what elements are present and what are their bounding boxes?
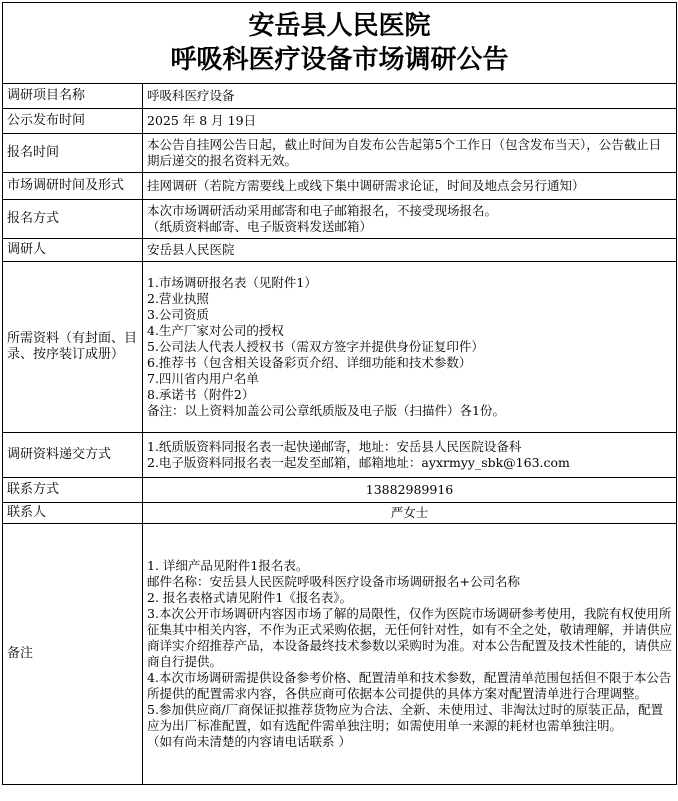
row-required-docs [3,262,677,433]
signup-method-line-2: （纸质资料邮寄、电子版资料发送邮箱） [147,219,373,234]
signup-method-line-1: 本次市场调研活动采用邮寄和电子邮箱报名，不接受现场报名。 [147,203,498,218]
title-row [3,3,677,84]
value-signup-method [143,200,677,239]
value-signup-time: 本公告自挂网公告日起，截止时间为自发布公告起第5个工作日（包含发布当天），公告截止日期后递交的报名资料无效。 [143,134,677,173]
row-signup-method [3,200,677,239]
doc-note: 备注：以上资料加盖公司公章纸质版及电子版（扫描件）各1份。 [147,403,505,418]
label-survey-format: 市场调研时间及形式 [3,173,143,200]
value-required-docs [143,262,677,433]
doc-item: 3.公司资质 [147,307,209,322]
label-notes: 备注 [3,524,143,785]
announcement-sheet [2,2,676,785]
value-delivery [143,433,677,478]
row-publish-time [3,109,677,134]
value-publish-time: 2025 年 8 月 19日 [143,109,677,134]
doc-item: 2.营业执照 [147,291,209,306]
delivery-line-1: 1.纸质版资料同报名表一起快递邮寄，地址：安岳县人民医院设备科 [147,439,522,454]
delivery-line-2: 2.电子版资料同报名表一起发至邮箱，邮箱地址：ayxrmyy_sbk@163.com [147,455,570,470]
row-project-name [3,84,677,109]
doc-item: 5.公司法人代表人授权书（需双方签字并提供身份证复印件） [147,339,484,354]
doc-item: 7.四川省内用户名单 [147,371,259,386]
label-signup-method: 报名方式 [3,200,143,239]
label-publish-time: 公示发布时间 [3,109,143,134]
label-delivery: 调研资料递交方式 [3,433,143,478]
note-line: 1. 详细产品见附件1报名表。 [147,558,309,573]
row-contact [3,478,677,503]
row-researcher [3,239,677,262]
value-project-name: 呼吸科医疗设备 [143,84,677,109]
label-researcher: 调研人 [3,239,143,262]
doc-item: 1.市场调研报名表（见附件1） [147,275,317,290]
row-notes [3,524,677,785]
value-contact-person: 严女士 [143,503,677,524]
value-survey-format: 挂网调研（若院方需要线上或线下集中调研需求论证，时间及地点会另行通知） [143,173,677,200]
value-notes [143,524,677,785]
value-contact-phone: 13882989916 [143,478,677,503]
value-researcher: 安岳县人民医院 [143,239,677,262]
note-line: （如有尚未清楚的内容请电话联系 ） [147,734,351,749]
page-title [3,3,677,84]
row-signup-time [3,134,677,173]
label-contact-person: 联系人 [3,503,143,524]
announcement-table [2,2,677,785]
label-project-name: 调研项目名称 [3,84,143,109]
row-survey-format [3,173,677,200]
title-line-1: 安岳县人民医院 [248,11,431,41]
doc-item: 6.推荐书（包含相关设备彩页介绍、详细功能和技术参数） [147,355,472,370]
row-delivery [3,433,677,478]
label-required-docs: 所需资料（有封面、目录、按序装订成册） [3,262,143,433]
note-line: 5.参加供应商/厂商保证拟推荐货物应为合法、全新、未使用过、非淘汰过时的原装正品，配置应为出厂标准配置，如有选配件需单独注明；如需使用单一来源的耗材也需单独注明。 [147,702,664,733]
note-line: 3.本次公开市场调研内容因市场了解的局限性，仅作为医院市场调研参考使用，我院有权使用所征集其中相关内容，不作为正式采购依据，无任何针对性，如有不全之处，敬请理解，并请供应商详实介绍推荐产品，本设备最终技术参数以采购时为准。对本公告配置及技术性能的，请供应商自行提供。 [147,606,673,669]
title-line-2: 呼吸科医疗设备市场调研公告 [170,45,509,75]
label-contact: 联系方式 [3,478,143,503]
note-line: 邮件名称：安岳县人民医院呼吸科医疗设备市场调研报名+公司名称 [147,574,520,589]
note-line: 4.本次市场调研需提供设备参考价格、配置清单和技术参数，配置清单范围包括但不限于本公告所提供的配置需求内容，各供应商可依据本公司提供的具体方案对配置清单进行合理调整。 [147,670,672,701]
note-line: 2. 报名表格式请见附件1《报名表》。 [147,590,353,605]
doc-item: 4.生产厂家对公司的授权 [147,323,284,338]
row-contact-person [3,503,677,524]
label-signup-time: 报名时间 [3,134,143,173]
doc-item: 8.承诺书（附件2） [147,387,255,402]
